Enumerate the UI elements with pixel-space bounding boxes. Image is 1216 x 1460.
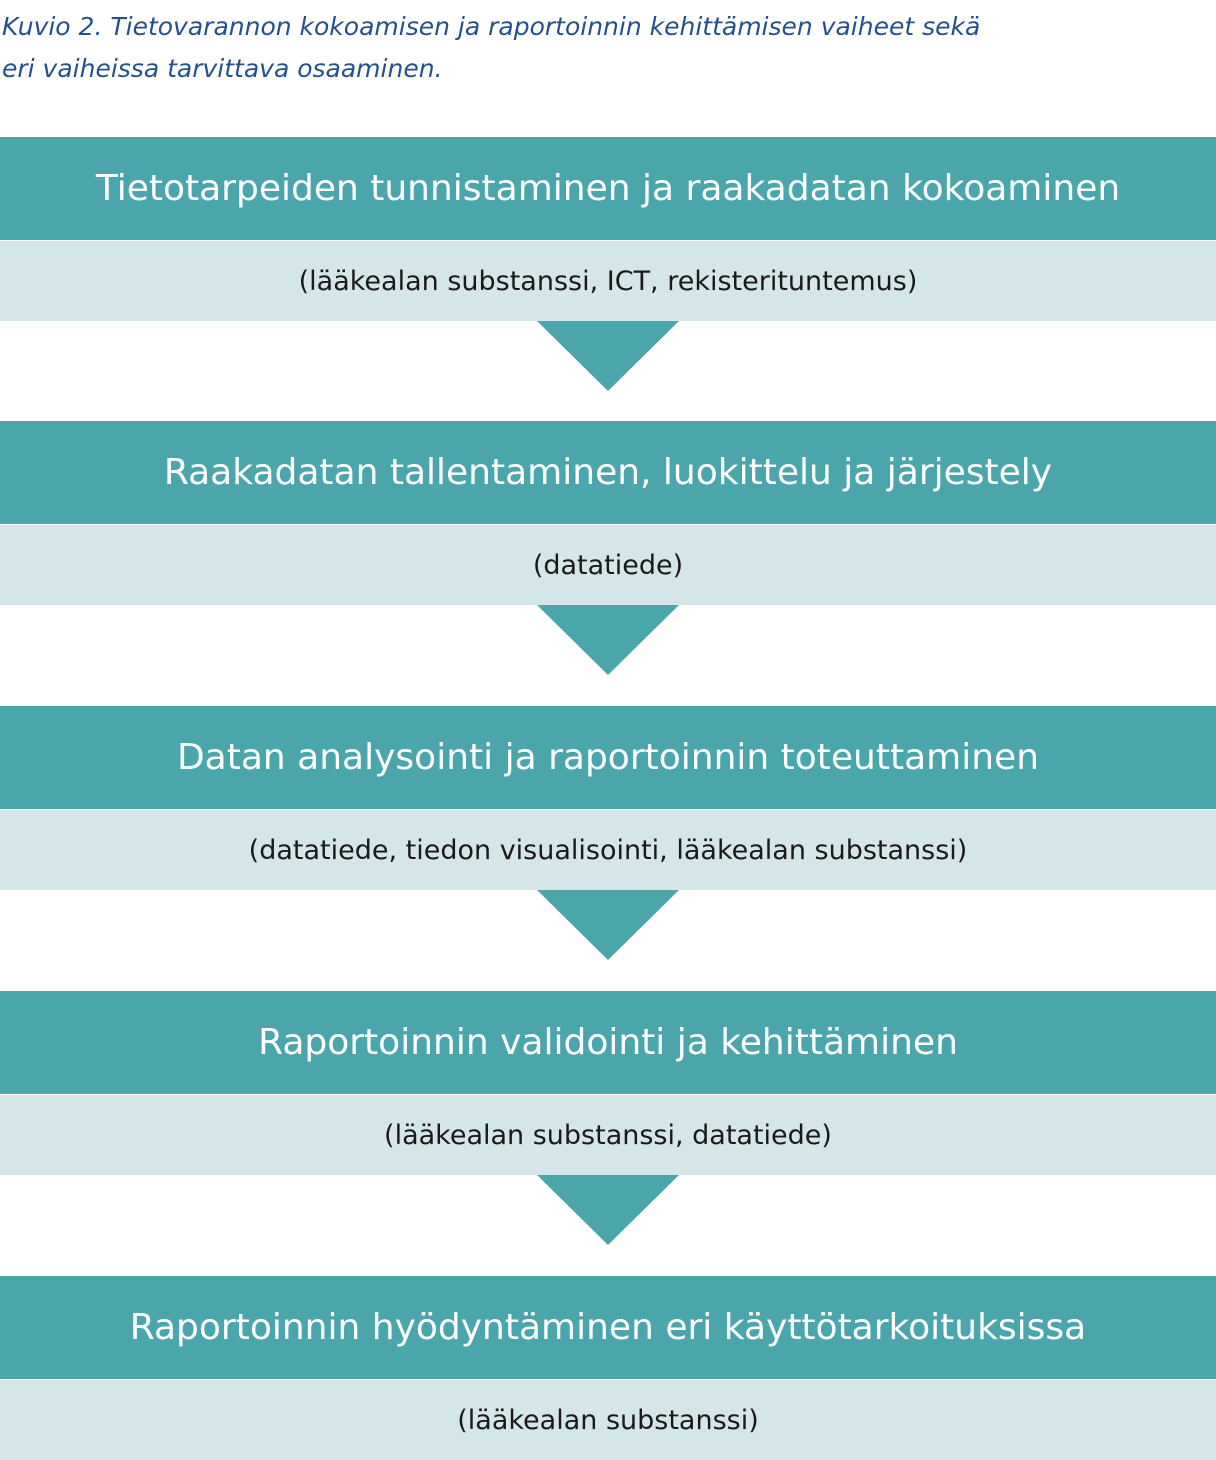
figure-caption-line-2: eri vaiheissa tarvittava osaaminen. [2,54,443,83]
step-2 [0,421,1216,605]
step-1 [0,137,1216,321]
down-arrow-icon [537,605,679,675]
step-5-skills: (lääkealan substanssi) [0,1380,1216,1460]
down-arrow-icon [537,1175,679,1245]
step-3-title: Datan analysointi ja raportoinnin toteuttaminen [0,706,1216,809]
step-4-skills: (lääkealan substanssi, datatiede) [0,1095,1216,1175]
step-2-title: Raakadatan tallentaminen, luokittelu ja järjestely [0,421,1216,524]
step-4-title: Raportoinnin validointi ja kehittäminen [0,991,1216,1094]
figure-caption [2,6,1216,90]
step-5 [0,1276,1216,1460]
step-5-title: Raportoinnin hyödyntäminen eri käyttötarkoituksissa [0,1276,1216,1379]
step-1-skills: (lääkealan substanssi, ICT, rekisterituntemus) [0,241,1216,321]
figure-caption-line-1: Kuvio 2. Tietovarannon kokoamisen ja raportoinnin kehittämisen vaiheet sekä [2,12,981,41]
down-arrow-icon [537,890,679,960]
step-4 [0,991,1216,1175]
down-arrow-icon [537,321,679,391]
step-3-skills: (datatiede, tiedon visualisointi, lääkealan substanssi) [0,810,1216,890]
step-2-skills: (datatiede) [0,525,1216,605]
step-3 [0,706,1216,890]
step-1-title: Tietotarpeiden tunnistaminen ja raakadatan kokoaminen [0,137,1216,240]
